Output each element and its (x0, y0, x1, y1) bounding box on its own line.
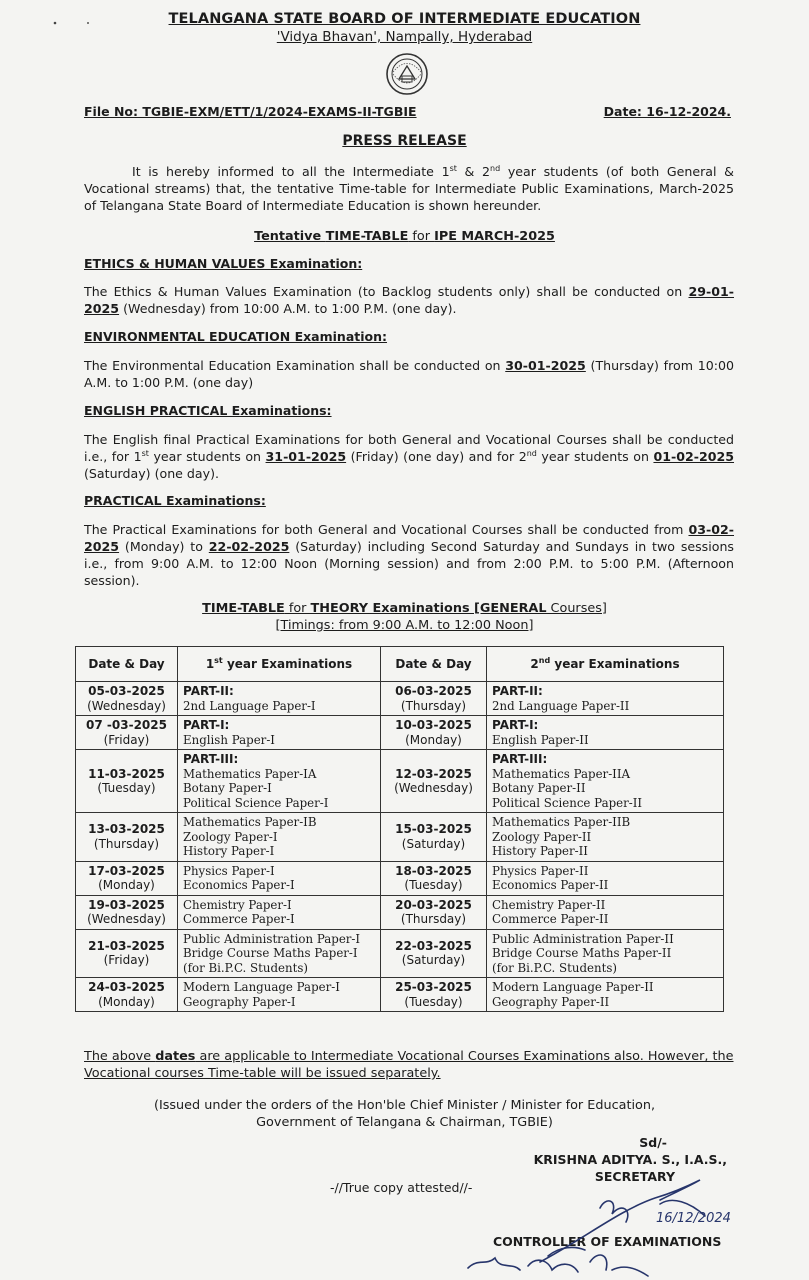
environmental-heading: ENVIRONMENTAL EDUCATION Examination: (84, 329, 388, 344)
practical-paragraph: The Practical Examinations for both General and Vocational Courses shall be conducted from 03-02-2025 (Monday) to 22-02-2025 (Saturday) including Second Saturday and Sundays in two sessions i.e., from 9:00 A.M. to 12:00 Noon (Morning session) and from 2:00 P.M. to 5:00 P.M. (Afternoon session). (84, 522, 734, 588)
exam-day: (Wednesday) (394, 781, 473, 795)
table-header-row (76, 647, 724, 682)
first-year-exam-cell (178, 861, 381, 895)
exam-day: (Saturday) (401, 953, 466, 968)
exam-paper: Political Science Paper-II (492, 795, 643, 810)
exam-paper: Mathematics Paper-IA (183, 766, 317, 781)
exam-paper: Physics Paper-II (492, 863, 589, 878)
exam-paper: English Paper-II (492, 732, 589, 747)
exam-date: 22-03-2025 (395, 938, 472, 953)
issued-orders-line2: Government of Telangana & Chairman, TGBIE) (256, 1115, 553, 1130)
table-row (76, 813, 724, 862)
exam-paper: Bridge Course Maths Paper-I (183, 946, 358, 960)
exam-day: (Monday) (98, 878, 155, 892)
column-header-first-year: 1st year Examinations (178, 647, 381, 682)
exam-date: 13-03-2025 (88, 822, 165, 837)
handwritten-date: 16/12/2024 (656, 1211, 731, 1226)
exam-day: (Monday) (405, 732, 462, 747)
exam-date: 25-03-2025 (395, 980, 472, 994)
second-year-date-cell (381, 861, 487, 895)
vocational-note: The above dates are applicable to Intermediate Vocational Courses Examinations also. However, the Vocational courses Time-table will be issued separately. (84, 1049, 734, 1081)
table-row (76, 716, 724, 750)
exam-day: (Wednesday) (87, 698, 166, 713)
tentative-timetable-title: Tentative TIME-TABLE for IPE MARCH-2025 (254, 229, 555, 244)
exam-part: PART-I: (183, 718, 230, 732)
exam-paper: Commerce Paper-I (183, 912, 295, 926)
exam-paper: Mathematics Paper-IIA (492, 766, 631, 781)
exam-date: 06-03-2025 (395, 684, 472, 698)
first-year-exam-cell (178, 929, 381, 978)
environmental-paragraph: The Environmental Education Examination shall be conducted on 30-01-2025 (Thursday) from 10:00 A.M. to 1:00 P.M. (one day) (84, 358, 735, 390)
first-year-date-cell (76, 895, 178, 929)
exam-paper: Economics Paper-I (183, 878, 295, 892)
table-row (76, 895, 724, 929)
second-year-date-cell (381, 682, 487, 716)
exam-day: (Tuesday) (404, 878, 463, 892)
first-year-date-cell (76, 813, 178, 862)
exam-day: (Wednesday) (87, 912, 166, 926)
exam-paper: Geography Paper-I (183, 994, 296, 1009)
exam-part: PART-II: (183, 684, 234, 698)
first-year-exam-cell (178, 716, 381, 750)
exam-paper: 2nd Language Paper-II (492, 698, 630, 713)
exam-date: 18-03-2025 (395, 863, 472, 878)
second-year-exam-cell (487, 929, 724, 978)
exam-paper: Bridge Course Maths Paper-II (492, 946, 672, 960)
exam-date: 15-03-2025 (395, 822, 472, 837)
board-emblem-icon (385, 52, 429, 96)
exam-paper: Public Administration Paper-II (492, 931, 674, 946)
first-year-exam-cell (178, 813, 381, 862)
exam-part: PART-I: (492, 718, 539, 732)
exam-date: 19-03-2025 (88, 897, 165, 912)
exam-paper: Botany Paper-II (492, 781, 586, 795)
exam-paper: Mathematics Paper-IIB (492, 815, 631, 829)
first-year-exam-cell (178, 750, 381, 813)
exam-paper: Commerce Paper-II (492, 912, 609, 926)
first-year-date-cell (76, 682, 178, 716)
exam-day: (Friday) (103, 732, 150, 747)
english-practical-paragraph: The English final Practical Examinations for both General and Vocational Courses shall be conducted i.e., for 1st year students on 31-01-2025 (Friday) (one day) and for 2nd year students on 01-02-2025 (Saturday) (one day). (84, 432, 735, 481)
first-year-exam-cell (178, 895, 381, 929)
exam-part: PART-III: (492, 752, 548, 766)
second-year-date-cell (381, 895, 487, 929)
first-year-date-cell (76, 929, 178, 978)
exam-paper: English Paper-I (183, 732, 275, 747)
exam-paper: Physics Paper-I (183, 863, 275, 878)
second-year-exam-cell (487, 861, 724, 895)
second-year-exam-cell (487, 895, 724, 929)
exam-date: 17-03-2025 (88, 863, 165, 878)
column-header-second-year: 2nd year Examinations (487, 647, 724, 682)
theory-timetable (75, 646, 724, 1012)
second-year-date-cell (381, 813, 487, 862)
practical-heading: PRACTICAL Examinations: (84, 493, 266, 508)
column-header-date-day-2: Date & Day (381, 647, 487, 682)
exam-day: (Tuesday) (404, 994, 463, 1009)
exam-part: PART-II: (492, 684, 543, 698)
second-year-date-cell (381, 716, 487, 750)
exam-day: (Thursday) (93, 836, 160, 851)
signatory-designation: SECRETARY (594, 1169, 675, 1184)
exam-date: 05-03-2025 (88, 684, 165, 698)
exam-paper: Political Science Paper-I (183, 795, 329, 810)
sd-mark: Sd/- (639, 1135, 667, 1150)
exam-day: (Monday) (98, 994, 155, 1009)
exam-paper: (for Bi.P.C. Students) (492, 960, 618, 975)
exam-paper: Zoology Paper-II (492, 829, 592, 844)
exam-day: (Saturday) (401, 836, 466, 851)
exam-day: (Thursday) (400, 912, 467, 926)
exam-paper: Public Administration Paper-I (183, 931, 361, 946)
issued-orders-line1: (Issued under the orders of the Hon'ble Chief Minister / Minister for Education, (153, 1098, 656, 1113)
exam-day: (Thursday) (400, 698, 467, 713)
table-row (76, 682, 724, 716)
exam-paper: Chemistry Paper-I (183, 897, 292, 912)
exam-paper: Economics Paper-II (492, 878, 609, 892)
exam-paper: Zoology Paper-I (183, 829, 278, 844)
column-header-date-day-1: Date & Day (76, 647, 178, 682)
exam-date: 11-03-2025 (88, 766, 165, 781)
theory-timetable-title: TIME-TABLE for THEORY Examinations [GENERAL Courses] (202, 601, 607, 616)
ethics-heading: ETHICS & HUMAN VALUES Examination: (84, 256, 363, 271)
exam-day: (Friday) (103, 953, 150, 968)
first-year-date-cell (76, 750, 178, 813)
exam-paper: Modern Language Paper-I (183, 980, 340, 994)
table-row (76, 750, 724, 813)
theory-timings: [Timings: from 9:00 A.M. to 12:00 Noon] (275, 618, 534, 633)
first-year-date-cell (76, 716, 178, 750)
first-year-exam-cell (178, 682, 381, 716)
second-year-date-cell (381, 929, 487, 978)
exam-date: 20-03-2025 (395, 897, 472, 912)
english-practical-heading: ENGLISH PRACTICAL Examinations: (84, 403, 332, 418)
second-year-date-cell (381, 978, 487, 1012)
exam-date: 12-03-2025 (395, 766, 472, 781)
second-year-exam-cell (487, 978, 724, 1012)
first-year-date-cell (76, 861, 178, 895)
exam-date: 21-03-2025 (88, 938, 165, 953)
board-title: TELANGANA STATE BOARD OF INTERMEDIATE EDUCATION (168, 11, 641, 27)
exam-paper: History Paper-I (183, 844, 275, 858)
second-year-exam-cell (487, 813, 724, 862)
exam-paper: Botany Paper-I (183, 781, 272, 795)
table-row (76, 861, 724, 895)
exam-paper: Mathematics Paper-IB (183, 815, 317, 829)
exam-day: (Tuesday) (97, 781, 156, 795)
release-date: Date: 16-12-2024. (603, 104, 731, 119)
exam-date: 10-03-2025 (395, 718, 472, 732)
exam-date: 24-03-2025 (88, 980, 165, 994)
first-year-exam-cell (178, 978, 381, 1012)
first-year-date-cell (76, 978, 178, 1012)
exam-paper: Modern Language Paper-II (492, 980, 654, 994)
intro-paragraph: It is hereby informed to all the Intermediate 1st & 2nd year students (of both General & Vocational streams) that, the tentative Time-table for Intermediate Public Examinations, March-2025 of Telangana State Board of Intermediate Education is shown hereunder. (84, 163, 734, 213)
table-row (76, 929, 724, 978)
exam-part: PART-III: (183, 752, 239, 766)
second-year-exam-cell (487, 750, 724, 813)
second-year-exam-cell (487, 716, 724, 750)
second-year-exam-cell (487, 682, 724, 716)
exam-paper: 2nd Language Paper-I (183, 698, 316, 713)
file-number: File No: TGBIE-EXM/ETT/1/2024-EXAMS-II-TGBIE (84, 104, 417, 119)
exam-paper: Chemistry Paper-II (492, 897, 606, 912)
ethics-paragraph: The Ethics & Human Values Examination (to Backlog students only) shall be conducted on 29-01-2025 (Wednesday) from 10:00 A.M. to 1:00 P.M. (one day). (84, 284, 734, 316)
exam-date: 07 -03-2025 (86, 718, 167, 732)
table-row (76, 978, 724, 1012)
signatory-name: KRISHNA ADITYA. S., I.A.S., (533, 1152, 727, 1167)
board-address: 'Vidya Bhavan', Nampally, Hyderabad (276, 29, 533, 45)
exam-paper: History Paper-II (492, 844, 588, 858)
exam-paper: (for Bi.P.C. Students) (183, 960, 309, 975)
true-copy-attested: -//True copy attested//- (330, 1180, 473, 1195)
exam-paper: Geography Paper-II (492, 994, 610, 1009)
second-year-date-cell (381, 750, 487, 813)
press-release-heading: PRESS RELEASE (342, 133, 467, 149)
controller-of-examinations: CONTROLLER OF EXAMINATIONS (493, 1234, 722, 1249)
